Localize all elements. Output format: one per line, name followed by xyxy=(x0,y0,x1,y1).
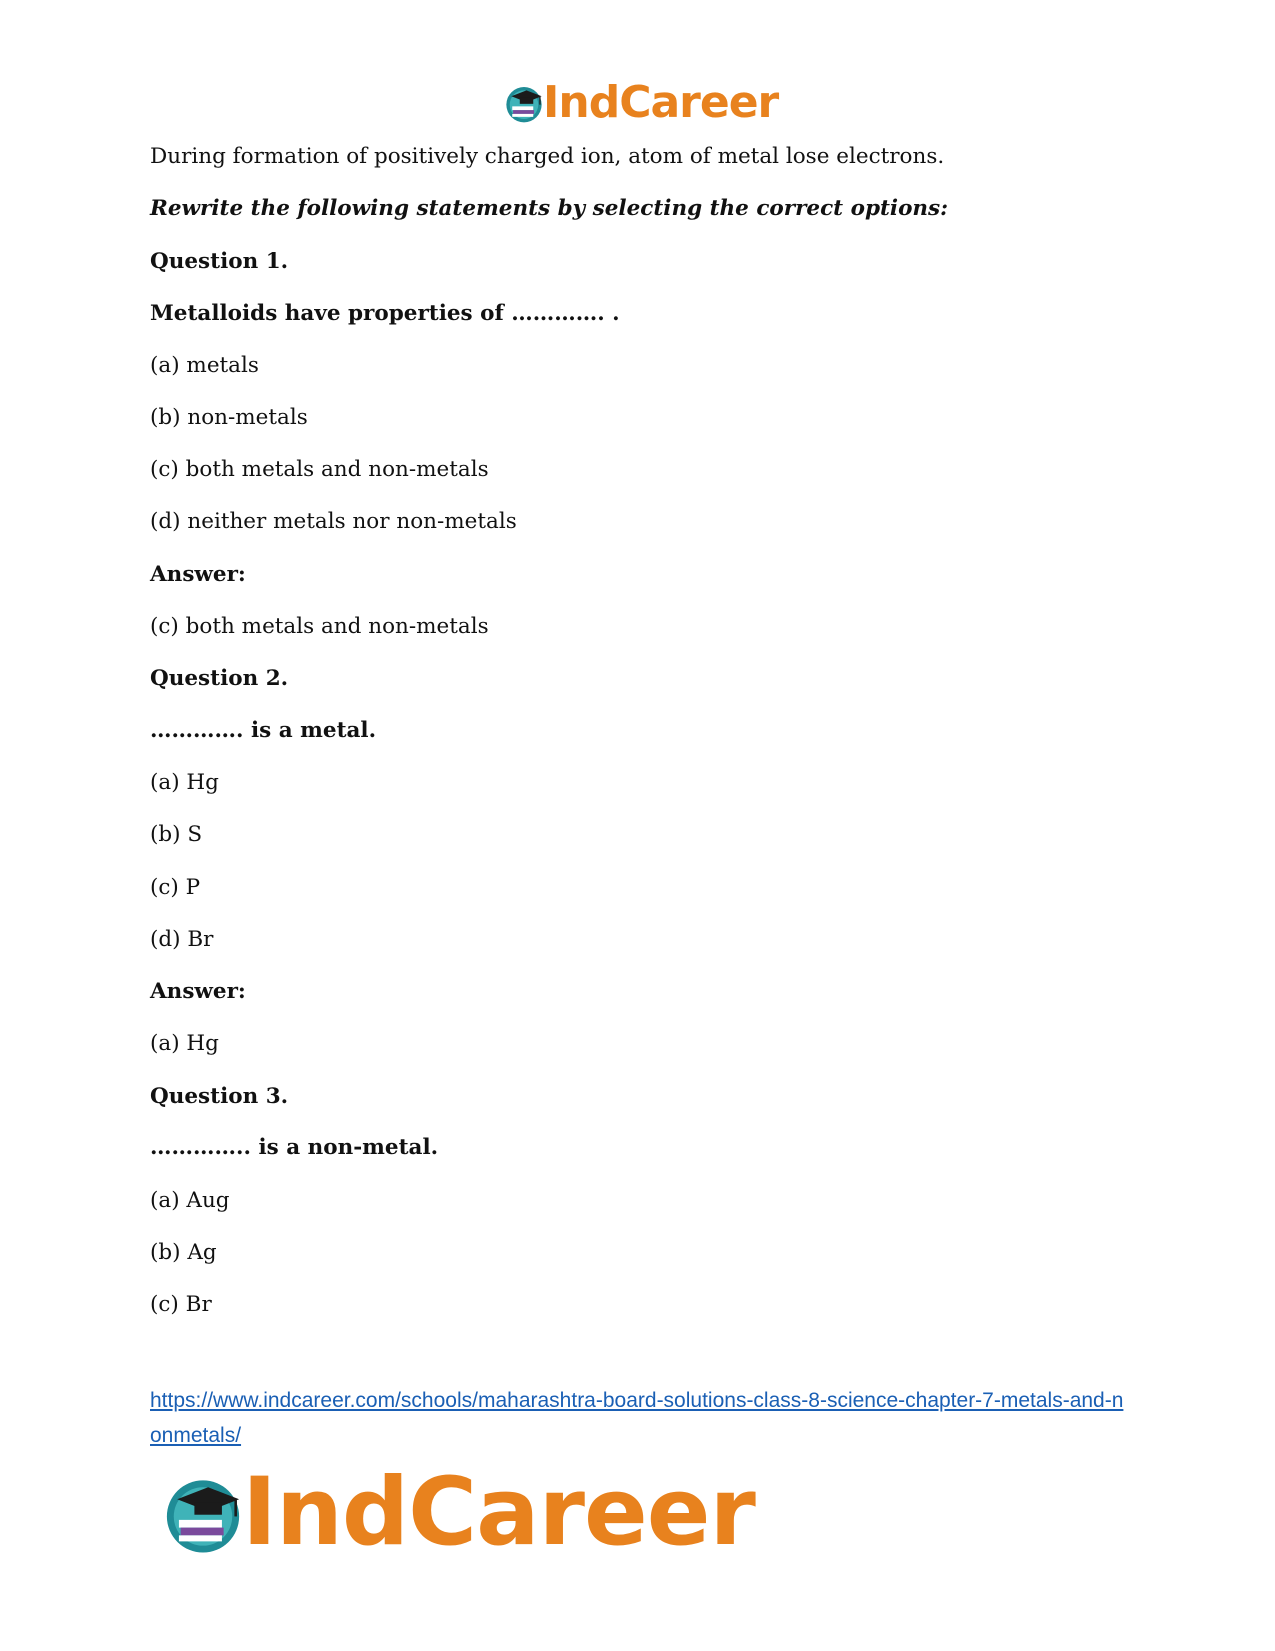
logo-wordmark: IndCareer xyxy=(543,77,779,128)
footer-logo xyxy=(160,1458,755,1567)
question-1-answer: (c) both metals and non-metals xyxy=(150,614,489,639)
question-1-answer-label: Answer: xyxy=(150,562,246,587)
question-2-heading: Question 2. xyxy=(150,666,289,691)
graduation-cap-book-icon xyxy=(503,82,545,124)
question-3-option: (c) Br xyxy=(150,1292,212,1317)
question-1-option: (b) non-metals xyxy=(150,405,308,430)
question-1-statement: Metalloids have properties of …………. . xyxy=(150,301,620,326)
question-1-option: (d) neither metals nor non-metals xyxy=(150,509,517,534)
question-3-statement: ………….. is a non-metal. xyxy=(150,1135,439,1160)
logo-wordmark: IndCareer xyxy=(242,1458,755,1567)
question-2-option: (b) S xyxy=(150,822,203,847)
header-logo xyxy=(503,77,779,128)
question-2-option: (c) P xyxy=(150,875,201,900)
question-3-option: (a) Aug xyxy=(150,1188,230,1213)
question-2-answer-label: Answer: xyxy=(150,979,246,1004)
question-3-heading: Question 3. xyxy=(150,1084,289,1109)
question-2-option: (a) Hg xyxy=(150,770,219,795)
question-3-option: (b) Ag xyxy=(150,1240,217,1265)
graduation-cap-book-icon xyxy=(160,1470,246,1556)
question-2-option: (d) Br xyxy=(150,927,214,952)
question-1-option: (a) metals xyxy=(150,353,259,378)
footer-source-link[interactable]: https://www.indcareer.com/schools/maharashtra-board-solutions-class-8-science-chapter-7-metals-and-nonmetals/ xyxy=(150,1389,1124,1447)
question-1-heading: Question 1. xyxy=(150,249,289,274)
question-2-statement: …………. is a metal. xyxy=(150,718,377,743)
question-2-answer: (a) Hg xyxy=(150,1031,219,1056)
instruction-text: Rewrite the following statements by selecting the correct options: xyxy=(150,196,949,221)
question-1-option: (c) both metals and non-metals xyxy=(150,457,489,482)
intro-text: During formation of positively charged ion, atom of metal lose electrons. xyxy=(150,144,945,169)
